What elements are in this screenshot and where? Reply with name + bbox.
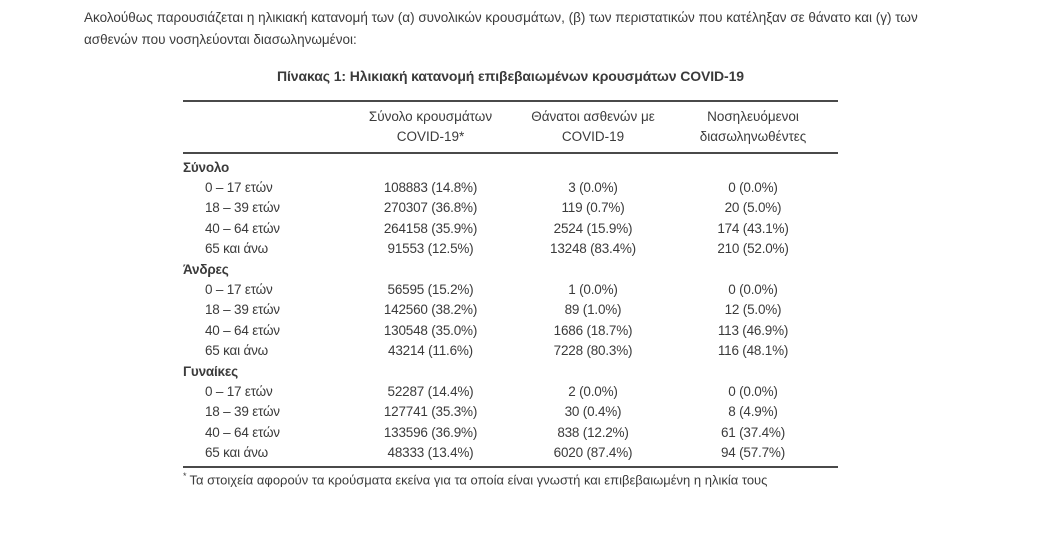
cases-value: 142560 (38.2%): [383, 302, 478, 318]
section-header-women: [183, 361, 838, 381]
covid-age-table: [183, 67, 838, 487]
table-row: [183, 341, 838, 361]
intubated-value: 8 (4.9%): [728, 404, 778, 420]
header-intubated: [668, 107, 838, 147]
age-label: 65 και άνω: [205, 445, 269, 461]
deaths-value: 2524 (15.9%): [553, 220, 633, 236]
deaths-value: 3 (0.0%): [568, 180, 618, 196]
cases-value: 264158 (35.9%): [383, 220, 478, 236]
age-label: 18 – 39 ετών: [205, 200, 280, 216]
header-deaths: [518, 107, 668, 147]
section-label: Σύνολο: [183, 159, 230, 175]
deaths-value: 7228 (80.3%): [553, 343, 633, 359]
table-row: [183, 442, 838, 462]
deaths-value: 30 (0.4%): [564, 404, 622, 420]
age-label: 40 – 64 ετών: [205, 220, 280, 236]
age-label: 40 – 64 ετών: [205, 424, 280, 440]
cases-value: 48333 (13.4%): [387, 445, 474, 461]
table-row: [183, 239, 838, 259]
table-row: [183, 177, 838, 197]
intubated-value: 0 (0.0%): [728, 180, 778, 196]
table-row: [183, 198, 838, 218]
intubated-value: 0 (0.0%): [728, 383, 778, 399]
deaths-value: 13248 (83.4%): [550, 241, 636, 257]
intro-paragraph: [0, 0, 1048, 51]
intubated-value: 210 (52.0%): [717, 241, 789, 257]
table-row: [183, 279, 838, 299]
deaths-value: 2 (0.0%): [568, 383, 618, 399]
header-deaths-line1: Θάνατοι ασθενών με: [531, 109, 655, 124]
intubated-value: 20 (5.0%): [724, 200, 782, 216]
intubated-value: 116 (48.1%): [717, 343, 789, 359]
footnote-asterisk: *: [183, 470, 187, 481]
deaths-value: 119 (0.7%): [561, 200, 625, 216]
cases-value: 270307 (36.8%): [383, 200, 478, 216]
table-row: [183, 402, 838, 422]
intubated-value: 0 (0.0%): [728, 282, 778, 298]
table-row: [183, 300, 838, 320]
cases-value: 133596 (36.9%): [383, 424, 478, 440]
deaths-value: 6020 (87.4%): [553, 445, 633, 461]
age-label: 0 – 17 ετών: [205, 383, 273, 399]
table-caption: Πίνακας 1: Ηλικιακή κατανομή επιβεβαιωμένων κρουσμάτων COVID-19: [277, 68, 744, 84]
table-row: [183, 218, 838, 238]
cases-value: 56595 (15.2%): [387, 282, 474, 298]
table-row: [183, 422, 838, 442]
cases-value: 52287 (14.4%): [387, 383, 474, 399]
intubated-value: 174 (43.1%): [717, 220, 789, 236]
intro-line-1: Ακολούθως παρουσιάζεται η ηλικιακή κατανομή των (α) συνολικών κρουσμάτων, (β) των περιστατικών που κατέληξαν σε θάνατο και (γ) των: [84, 10, 918, 25]
section-label: Γυναίκες: [183, 363, 238, 379]
intubated-value: 12 (5.0%): [724, 302, 782, 318]
section-header-men: [183, 259, 838, 279]
header-total-cases-line1: Σύνολο κρουσμάτων: [368, 109, 493, 124]
deaths-value: 1686 (18.7%): [553, 322, 633, 338]
header-total-cases-line2: COVID-19*: [396, 129, 465, 144]
deaths-value: 1 (0.0%): [568, 282, 618, 298]
table-row: [183, 320, 838, 340]
table-body: [183, 154, 838, 468]
table-row: [183, 381, 838, 401]
header-intubated-line1: Νοσηλευόμενοι: [707, 109, 799, 124]
intubated-value: 94 (57.7%): [720, 445, 786, 461]
age-label: 0 – 17 ετών: [205, 180, 273, 196]
deaths-value: 838 (12.2%): [557, 424, 629, 440]
cases-value: 108883 (14.8%): [383, 180, 478, 196]
age-label: 40 – 64 ετών: [205, 322, 280, 338]
intubated-value: 113 (46.9%): [717, 322, 789, 338]
deaths-value: 89 (1.0%): [564, 302, 622, 318]
header-total-cases: [343, 107, 518, 147]
age-label: 18 – 39 ετών: [205, 302, 280, 318]
table-header-row: [183, 100, 838, 154]
footnote-text: Τα στοιχεία αφορούν τα κρούσματα εκείνα για τα οποία είναι γνωστή και επιβεβαιωμένη η ηλικία τους: [189, 472, 768, 488]
age-label: 65 και άνω: [205, 241, 269, 257]
header-intubated-line2: διασωληνωθέντες: [699, 129, 807, 144]
cases-value: 43214 (11.6%): [388, 343, 473, 359]
header-deaths-line2: COVID-19: [561, 129, 625, 144]
section-header-total: [183, 157, 838, 177]
cases-value: 91553 (12.5%): [387, 241, 474, 257]
intro-line-2: ασθενών που νοσηλεύονται διασωληνωμένοι:: [84, 32, 357, 47]
cases-value: 130548 (35.0%): [383, 322, 478, 338]
header-empty-cell: [183, 107, 343, 147]
intubated-value: 61 (37.4%): [720, 424, 786, 440]
age-label: 65 και άνω: [205, 343, 269, 359]
section-label: Άνδρες: [183, 261, 229, 277]
cases-value: 127741 (35.3%): [383, 404, 478, 420]
table-footnote: [183, 471, 838, 487]
age-label: 18 – 39 ετών: [205, 404, 280, 420]
age-label: 0 – 17 ετών: [205, 282, 273, 298]
